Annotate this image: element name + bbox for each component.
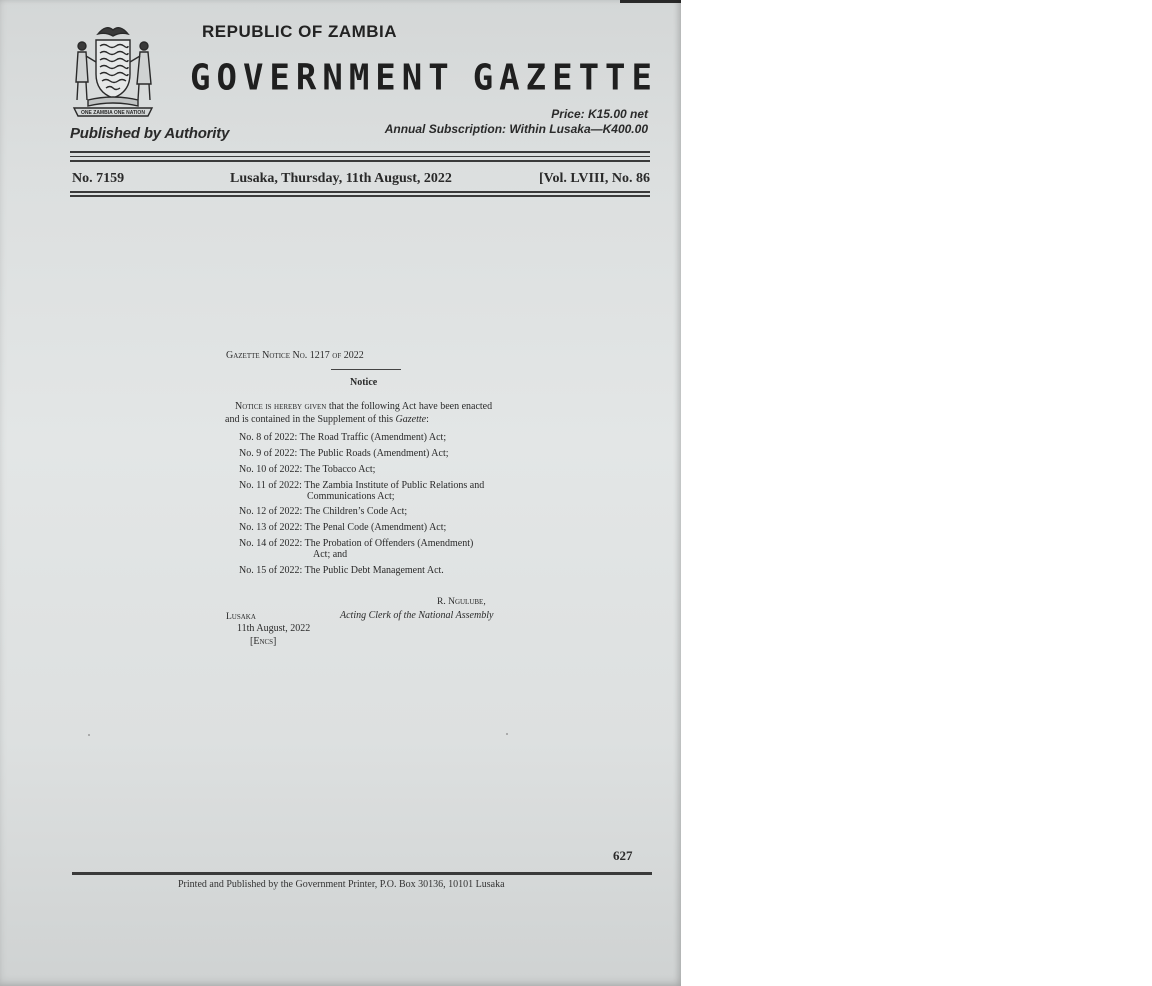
notice-place: Lusaka — [226, 612, 256, 622]
notice-number: Gazette Notice No. 1217 of 2022 — [226, 350, 364, 361]
signatory-title: Acting Clerk of the National Assembly — [340, 610, 494, 621]
gazette-number: No. 7159 — [72, 171, 125, 186]
act-line-continuation: Communications Act; — [307, 491, 395, 502]
paper-speck — [88, 734, 90, 736]
paper-speck — [506, 733, 508, 735]
gazette-title — [190, 57, 658, 99]
act-line: No. 8 of 2022: The Road Traffic (Amendment) Act; — [239, 432, 447, 443]
gazette-volume: [Vol. LVIII, No. 86 — [539, 171, 650, 186]
zambia-coat-of-arms-icon — [68, 22, 158, 120]
act-item — [239, 506, 407, 517]
gazette-title-word-1: GOVERNMENT — [190, 57, 455, 99]
page-top-edge — [620, 0, 681, 3]
masthead-rule-top-2 — [70, 156, 650, 157]
price-block — [385, 107, 648, 137]
svg-text:ONE ZAMBIA ONE NATION: ONE ZAMBIA ONE NATION — [81, 110, 145, 116]
masthead-rule-bottom-2 — [70, 195, 650, 197]
page-number: 627 — [613, 848, 633, 863]
notice-intro-smallcaps: Notice is hereby given — [235, 401, 327, 412]
notice-intro — [225, 400, 515, 426]
act-line: No. 12 of 2022: The Children’s Code Act; — [239, 506, 408, 517]
gazette-title-word-2: GAZETTE — [472, 57, 658, 99]
act-line: No. 13 of 2022: The Penal Code (Amendment) Act; — [239, 522, 447, 533]
act-line: No. 10 of 2022: The Tobacco Act; — [239, 464, 376, 475]
footer-rule — [72, 872, 652, 875]
notice-intro-gazette: Gazette — [395, 414, 427, 425]
act-item — [239, 432, 446, 443]
act-line-continuation: Act; and — [313, 549, 348, 560]
notice-divider — [331, 369, 401, 370]
signatory-name: R. Ngulube, — [437, 597, 486, 607]
notice-intro-rest: that the following Act have been enacted — [326, 401, 493, 412]
notice-date: 11th August, 2022 — [237, 623, 311, 634]
act-line: No. 14 of 2022: The Probation of Offenders (Amendment) — [239, 538, 474, 549]
republic-heading: REPUBLIC OF ZAMBIA — [202, 22, 398, 41]
price-text: Price: K15.00 net — [551, 107, 648, 121]
act-line: No. 15 of 2022: The Public Debt Management Act. — [239, 565, 444, 576]
act-item — [239, 522, 446, 533]
notice-enclosures: [Encs] — [250, 636, 277, 647]
masthead-rule-bottom-1 — [70, 191, 650, 193]
gazette-dateline: Lusaka, Thursday, 11th August, 2022 — [230, 171, 452, 186]
subscription-text: Annual Subscription: Within Lusaka—K400.00 — [384, 122, 648, 136]
act-line: No. 11 of 2022: The Zambia Institute of Public Relations and — [239, 480, 485, 491]
printer-footer: Printed and Published by the Government Printer, P.O. Box 30136, 10101 Lusaka — [178, 879, 505, 890]
notice-intro-line2: and is contained in the Supplement of this — [225, 414, 396, 425]
notice-title: Notice — [350, 377, 378, 388]
act-item — [239, 538, 473, 560]
act-item — [239, 448, 449, 459]
act-item — [239, 565, 444, 576]
act-line: No. 9 of 2022: The Public Roads (Amendment) Act; — [239, 448, 449, 459]
masthead-rule-top-3 — [70, 160, 650, 162]
act-item — [239, 480, 484, 502]
published-by-authority: Published by Authority — [70, 125, 230, 142]
masthead-rule-top-1 — [70, 151, 650, 153]
act-item — [239, 464, 375, 475]
notice-intro-colon: : — [426, 414, 429, 425]
